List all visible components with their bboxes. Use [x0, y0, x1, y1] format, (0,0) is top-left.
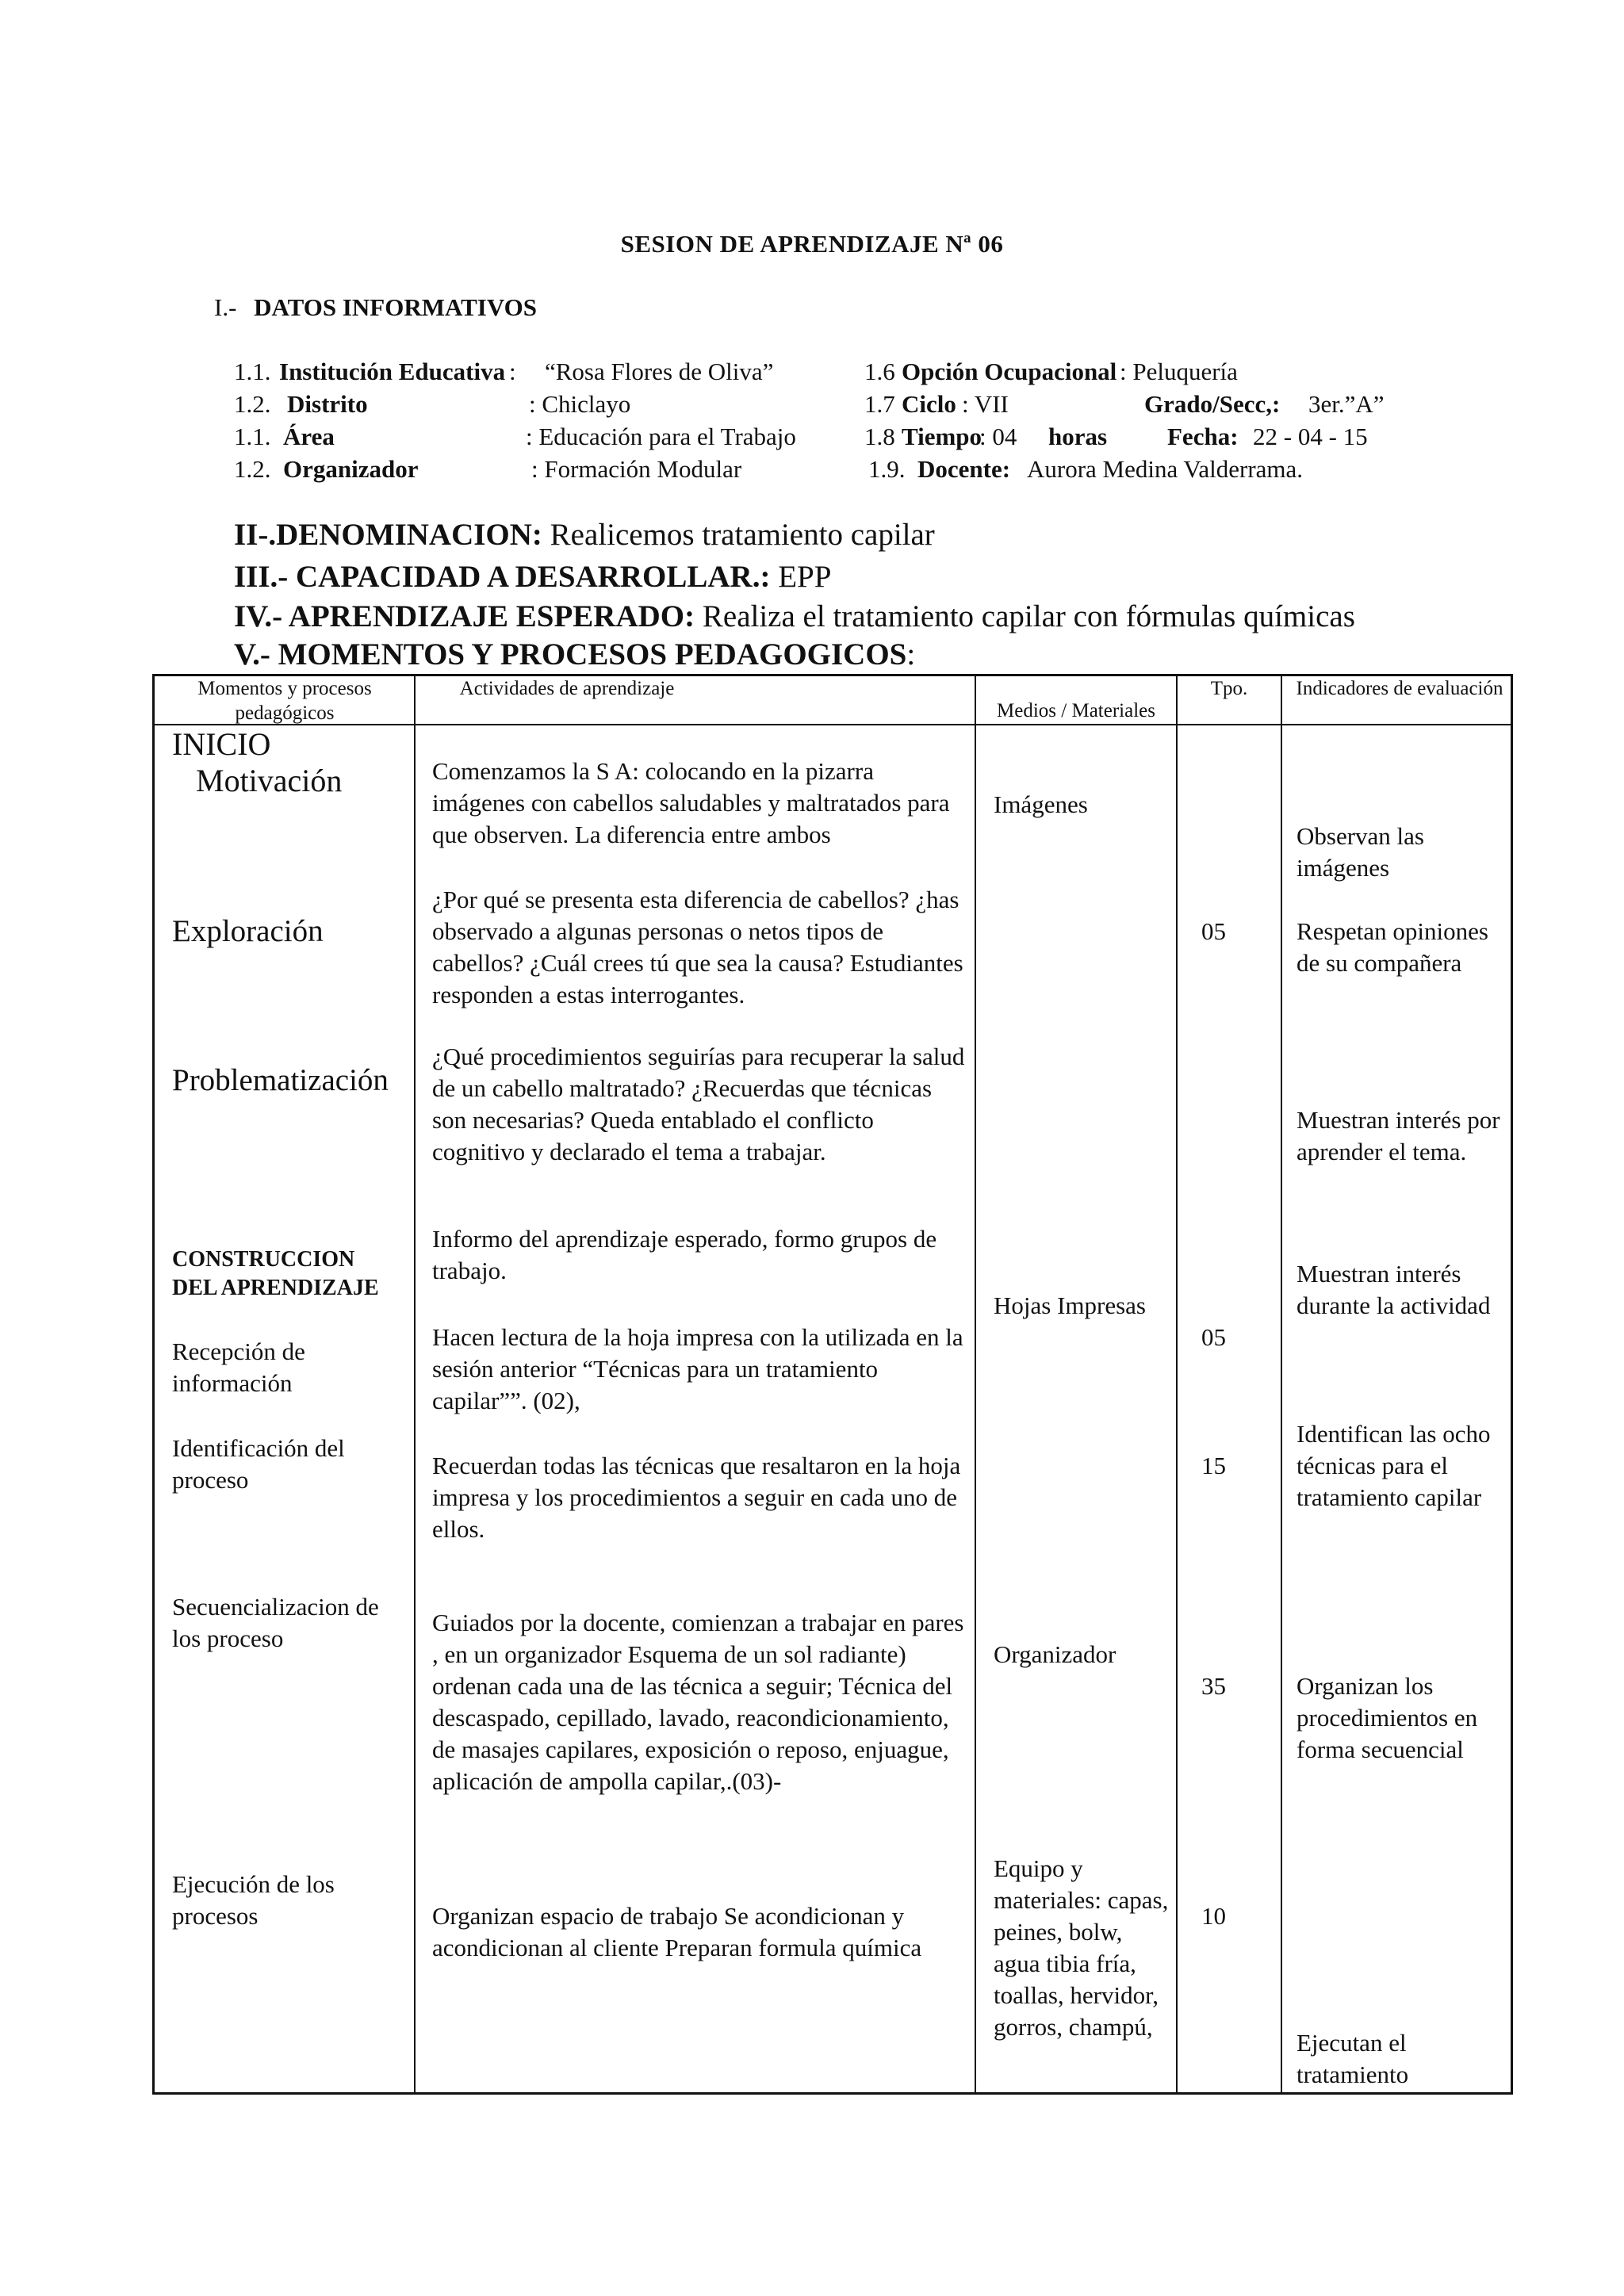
info-value-organizador: : Formación Modular: [531, 455, 742, 483]
info-num: 1.1.: [234, 358, 271, 385]
column-divider: [414, 676, 416, 2092]
heading-value: Realiza el tratamiento capilar con fórmulas químicas: [702, 599, 1355, 633]
info-value-ciclo: : VII: [962, 390, 1009, 418]
column-divider: [1176, 676, 1178, 2092]
info-label-docente: Docente:: [917, 455, 1011, 483]
info-num: 1.8: [864, 423, 895, 450]
actividad-motivacion: Comenzamos la S A: colocando en la pizarra imágenes con cabellos saludables y maltratados para que observen. La diferencia entre ambos: [432, 757, 950, 848]
info-value-institucion: “Rosa Flores de Oliva”: [545, 358, 774, 385]
tpo-exploracion: 05: [1201, 917, 1226, 945]
medio-ejecucion: Equipo y materiales: capas, peines, bolw, agua tibia fría, toallas, hervidor, gorros, champú,: [994, 1854, 1169, 2041]
info-num: 1.6: [864, 358, 895, 385]
info-num: 1.9.: [868, 455, 906, 483]
medio-motivacion: Imágenes: [994, 790, 1088, 818]
info-sep: :: [509, 358, 516, 385]
actividad-ejecucion: Organizan espacio de trabajo Se acondicionan y acondicionan al cliente Preparan formula química: [432, 1902, 922, 1961]
info-label-fecha: Fecha:: [1167, 423, 1239, 450]
heading-label: III.- CAPACIDAD A DESARROLLAR.:: [234, 560, 771, 594]
tpo-ejecucion: 10: [1201, 1902, 1226, 1930]
info-value-opcion: : Peluquería: [1120, 358, 1238, 385]
info-label-horas: horas: [1048, 423, 1108, 450]
actividad-recepcion-2: Hacen lectura de la hoja impresa con la utilizada en la sesión anterior “Técnicas para un tratamiento capilar””. (02),: [432, 1323, 963, 1414]
info-value-grado: 3er.”A”: [1308, 390, 1385, 418]
momento-recepcion: Recepción de información: [172, 1337, 305, 1397]
tpo-recepcion: 05: [1201, 1323, 1226, 1351]
section-number: I.-: [214, 293, 237, 321]
header-tpo: Tpo.: [1210, 678, 1248, 699]
indicador-motivacion: Observan las imágenes: [1297, 822, 1424, 882]
header-momentos: Momentos y procesos pedagógicos: [197, 678, 372, 724]
info-label-grado: Grado/Secc,:: [1144, 390, 1281, 418]
info-num: 1.7: [864, 390, 895, 418]
heading-value: :: [906, 637, 916, 672]
actividad-exploracion: ¿Por qué se presenta esta diferencia de cabellos? ¿has observado a algunas personas o netos tipos de cabellos? ¿Cuál crees tú que sea la causa? Estudiantes responden a estas interrogantes.: [432, 886, 963, 1008]
info-label-tiempo: Tiempo: [902, 423, 982, 450]
momento-problematizacion: Problematización: [172, 1063, 389, 1097]
info-num: 1.1.: [234, 423, 271, 450]
momento-ejecucion: Ejecución de los procesos: [172, 1870, 335, 1930]
tpo-identificacion: 15: [1201, 1452, 1226, 1479]
momento-motivacion: Motivación: [196, 763, 343, 798]
medio-secuencializacion: Organizador: [994, 1640, 1116, 1668]
indicador-exploracion: Respetan opiniones de su compañera: [1297, 917, 1488, 977]
heading-label: V.- MOMENTOS Y PROCESOS PEDAGOGICOS: [234, 637, 907, 672]
actividad-problematizacion: ¿Qué procedimientos seguirías para recuperar la salud de un cabello maltratado? ¿Recuerdas que técnicas son necesarias? Queda entablado el conflicto cognitivo y declarado el tema a trabajar.: [432, 1043, 965, 1165]
section-datos-informativos: [214, 293, 537, 322]
header-actividades: Actividades de aprendizaje: [459, 678, 675, 699]
sesion-table: [152, 674, 1513, 2095]
actividad-recepcion-1: Informo del aprendizaje esperado, formo grupos de trabajo.: [432, 1225, 937, 1284]
column-divider: [1281, 676, 1282, 2092]
heading-capacidad: [234, 559, 831, 595]
info-num: 1.2.: [234, 390, 271, 418]
info-value-distrito: : Chiclayo: [529, 390, 631, 418]
heading-momentos: [234, 637, 915, 672]
heading-value: Realicemos tratamiento capilar: [550, 518, 935, 552]
indicador-identificacion: Identifican las ocho técnicas para el tratamiento capilar: [1297, 1420, 1491, 1511]
header-indicadores: Indicadores de evaluación: [1296, 678, 1503, 699]
heading-denominacion: [234, 517, 935, 553]
info-label-distrito: Distrito: [287, 390, 368, 418]
momento-identificacion: Identificación del proceso: [172, 1434, 345, 1494]
indicador-problematizacion: Muestran interés por aprender el tema.: [1297, 1106, 1500, 1165]
section-label: DATOS INFORMATIVOS: [254, 293, 537, 321]
momento-inicio: INICIO: [172, 726, 271, 762]
info-label-organizador: Organizador: [283, 455, 419, 483]
info-label-institucion: Institución Educativa: [279, 358, 506, 385]
column-divider: [975, 676, 976, 2092]
indicador-secuencializacion: Organizan los procedimientos en forma secuencial: [1297, 1672, 1478, 1763]
info-value-fecha: 22 - 04 - 15: [1253, 423, 1368, 450]
info-label-ciclo: Ciclo: [902, 390, 956, 418]
heading-value: EPP: [778, 560, 832, 594]
heading-aprendizaje: [234, 599, 1355, 634]
info-value-area: : Educación para el Trabajo: [526, 423, 796, 450]
actividad-identificacion: Recuerdan todas las técnicas que resaltaron en la hoja impresa y los procedimientos a seguir en cada uno de ellos.: [432, 1452, 961, 1543]
heading-label: II-.DENOMINACION:: [234, 518, 542, 552]
indicador-recepcion: Muestran interés durante la actividad: [1297, 1260, 1491, 1319]
info-label-area: Área: [283, 423, 335, 450]
info-value-docente: Aurora Medina Valderrama.: [1027, 455, 1304, 483]
header-medios: Medios / Materiales: [997, 700, 1155, 721]
indicador-ejecucion: Ejecutan el tratamiento: [1297, 2029, 1409, 2088]
actividad-secuencializacion: Guiados por la docente, comienzan a trabajar en pares , en un organizador Esquema de un sol radiante) ordenan cada una de las técnica a seguir; Técnica del descaspado, cepillado, lavado, reacondicionamiento, de masajes capilares, exposición o reposo, enjuague, aplicación de ampolla capilar,.(03)-: [432, 1609, 964, 1795]
info-value-tiempo: : 04: [979, 423, 1017, 450]
info-num: 1.2.: [234, 455, 271, 483]
momento-secuencializacion: Secuencializacion de los proceso: [172, 1593, 379, 1652]
info-label-opcion: Opción Ocupacional: [902, 358, 1117, 385]
tpo-secuencializacion: 35: [1201, 1672, 1226, 1700]
page-title: SESION DE APRENDIZAJE Nª 06: [620, 230, 1004, 258]
medio-recepcion: Hojas Impresas: [994, 1292, 1146, 1319]
heading-label: IV.- APRENDIZAJE ESPERADO:: [234, 599, 695, 633]
momento-construccion: CONSTRUCCION DEL APRENDIZAJE: [172, 1247, 379, 1300]
momento-exploracion: Exploración: [172, 914, 324, 948]
